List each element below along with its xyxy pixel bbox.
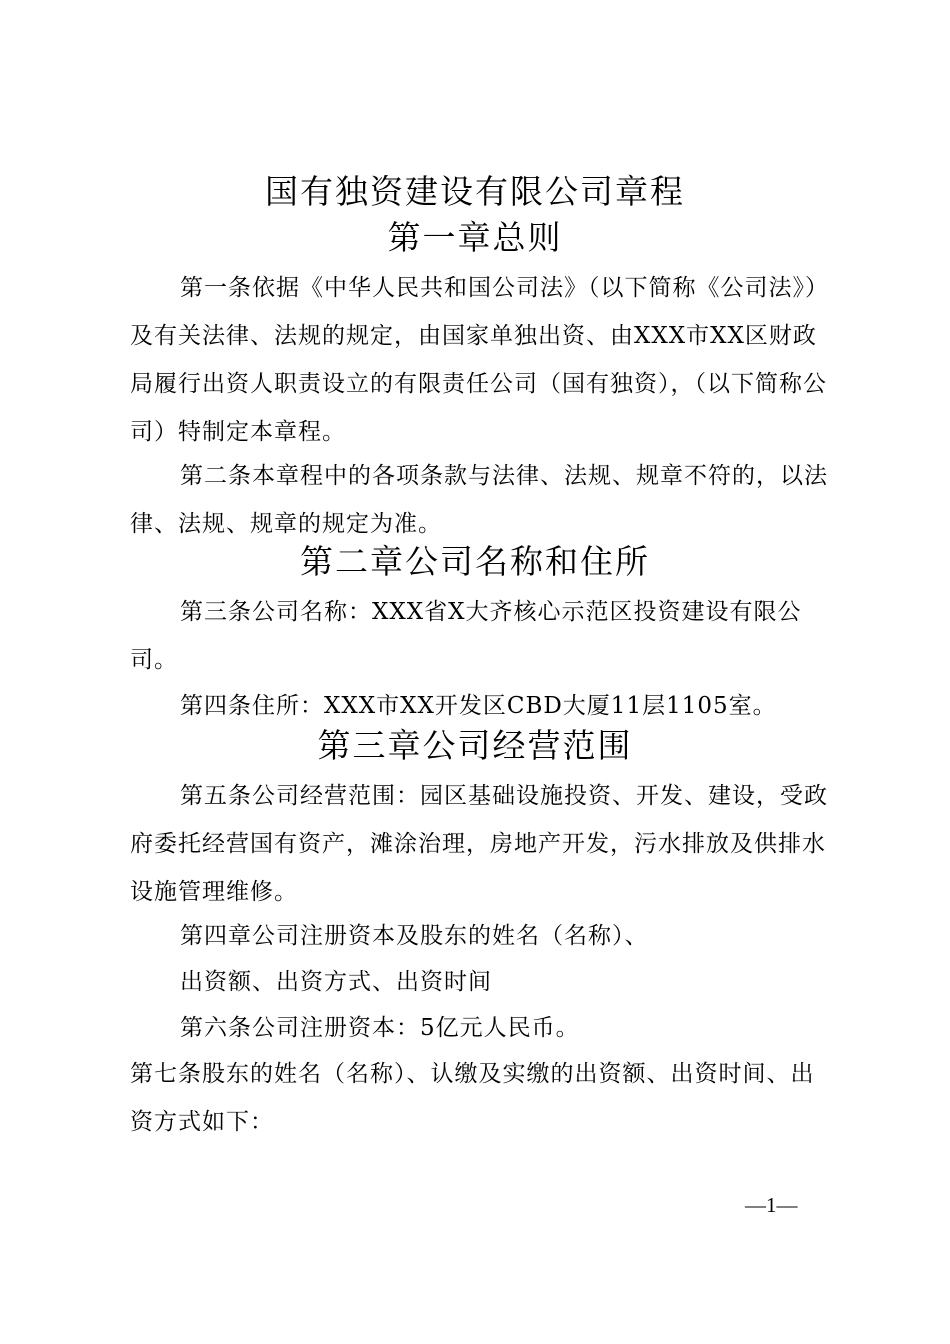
article-4: 第四条住所：XXX市XX开发区CBD大厦11层1105室。 bbox=[180, 693, 777, 719]
article-6: 第六条公司注册资本：5亿元人民币。 bbox=[180, 1015, 580, 1041]
chapter-4-heading-line-2: 出资额、出资方式、出资时间 bbox=[180, 969, 492, 995]
chapter-3-heading: 第三章公司经营范围 bbox=[317, 726, 633, 765]
chapter-4-heading-line-1: 第四章公司注册资本及股东的姓名（名称）、 bbox=[180, 923, 649, 949]
article-2: 第二条本章程中的各项条款与法律、法规、规章不符的，以法律、法规、规章的规定为准。 bbox=[130, 463, 828, 537]
article-1: 第一条依据《中华人民共和国公司法》（以下简称《公司法》）及有关法律、法规的规定，由国家单独出资、由XXX市XX区财政局履行出资人职责设立的有限责任公司（国有独资），（以下简称公司）特制定本章程。 bbox=[130, 275, 829, 445]
document-title: 国有独资建设有限公司章程 bbox=[265, 172, 685, 211]
page-number: —1— bbox=[745, 1193, 798, 1217]
article-7: 第七条股东的姓名（名称）、认缴及实缴的出资额、出资时间、出资方式如下： bbox=[130, 1061, 815, 1135]
chapter-2-heading: 第二章公司名称和住所 bbox=[300, 542, 650, 581]
chapter-1-heading: 第一章总则 bbox=[387, 218, 563, 257]
article-5: 第五条公司经营范围：园区基础设施投资、开发、建设，受政府委托经营国有资产，滩涂治理，房地产开发，污水排放及供排水设施管理维修。 bbox=[130, 783, 828, 905]
article-3: 第三条公司名称：XXX省X大齐核心示范区投资建设有限公司。 bbox=[130, 599, 802, 673]
